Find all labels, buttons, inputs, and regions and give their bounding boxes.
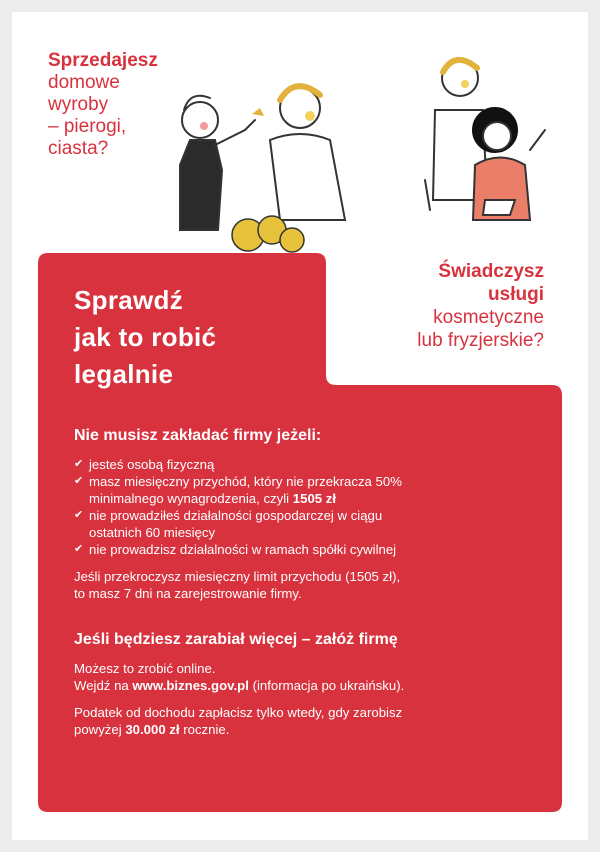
amount-highlight: 30.000 zł <box>125 722 180 737</box>
seller-illustration <box>160 70 370 260</box>
tax-info-text: rocznie. <box>179 722 230 737</box>
online-info <box>74 660 544 694</box>
online-info-line: Możesz to zrobić online. <box>74 661 216 676</box>
list-item <box>74 473 544 507</box>
amount-highlight: 1505 zł <box>292 491 337 506</box>
section-title-register: Jeśli będziesz zarabiał więcej – załóż firmę <box>74 631 398 648</box>
list-item-text: jesteś osobą fizyczną <box>89 457 215 472</box>
list-item-text: nie prowadzisz działalności w ramach spółki cywilnej <box>89 542 397 557</box>
question-home-products-bold: Sprzedajesz <box>48 50 158 71</box>
headline-line: jak to robić <box>74 322 217 352</box>
limit-note <box>74 568 544 602</box>
question-home-products <box>48 50 158 160</box>
question-line: domowe <box>48 72 120 93</box>
question-line: wyroby <box>48 94 109 115</box>
question-line: – pierogi, <box>48 116 127 137</box>
list-item-text: nie prowadziłeś działalności gospodarczej w ciągu <box>89 508 383 523</box>
headline <box>74 282 216 393</box>
list-item <box>74 507 544 541</box>
list-item-text-line2 <box>89 490 544 507</box>
online-info-text: (informacja po ukraińsku). <box>248 678 405 693</box>
section-title-no-company: Nie musisz zakładać firmy jeżeli: <box>74 427 322 444</box>
check-icon: ✔ <box>74 509 84 521</box>
limit-note-line: Jeśli przekroczysz miesięczny limit przychodu (1505 zł), <box>74 569 401 584</box>
list-item <box>74 541 544 558</box>
info-content <box>74 426 544 738</box>
tax-info-line <box>74 721 544 738</box>
check-icon: ✔ <box>74 458 84 470</box>
limit-note-line: to masz 7 dni na zarejestrowanie firmy. <box>74 586 302 601</box>
online-info-line <box>74 677 544 694</box>
list-item-text: ostatnich 60 miesięcy <box>89 525 216 540</box>
question-line: kosmetyczne <box>433 307 544 328</box>
tax-info <box>74 704 544 738</box>
list-item-text: minimalnego wynagrodzenia, czyli <box>89 491 293 506</box>
headline-line: legalnie <box>74 359 174 389</box>
headline-line: Sprawdź <box>74 285 184 315</box>
tax-info-line: Podatek od dochodu zapłacisz tylko wtedy, gdy zarobisz <box>74 705 403 720</box>
website-link[interactable]: www.biznes.gov.pl <box>132 678 249 693</box>
check-icon: ✔ <box>74 475 84 487</box>
conditions-list <box>74 456 544 558</box>
question-bold-line: usługi <box>488 284 544 305</box>
question-line: ciasta? <box>48 138 109 159</box>
check-icon: ✔ <box>74 543 84 555</box>
question-bold-line: Świadczysz <box>438 261 544 282</box>
question-line: lub fryzjerskie? <box>417 330 544 351</box>
online-info-text: Wejdź na <box>74 678 133 693</box>
hairdresser-illustration <box>405 50 565 230</box>
tax-info-text: powyżej <box>74 722 126 737</box>
list-item-text: masz miesięczny przychód, który nie przekracza 50% <box>89 474 402 489</box>
list-item <box>74 456 544 473</box>
